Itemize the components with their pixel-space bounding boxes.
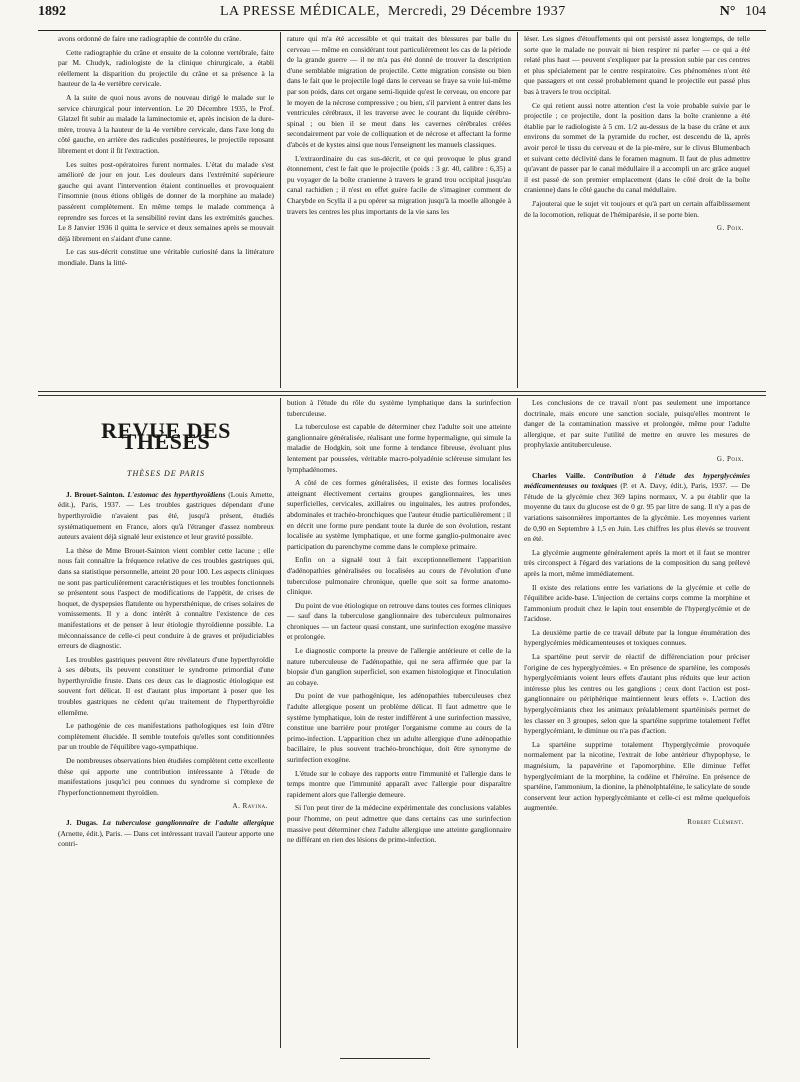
review-paragraph: A côté de ces formes généralisées, il existe des formes localisées atteignant électivement certains groupes ganglionnaires, les unes superficielles, cervicales, axillaires ou inguinales, les autres profondes, abdominales et trachéo-bronchiques que l'auteur étudie particulièrement ; il en décrit une forme pure pendant toute la durée de son évolution, restant localisée au système lymphatique, et une forme ganglio-pulmonaire avec participation du parenchyme comme dans le complexe primaire. — [287, 478, 511, 551]
review-paragraph: La tuberculose est capable de déterminer chez l'adulte soit une atteinte ganglionnaire généralisée, réalisant une forme hypermaligne, qui simule la maladie de Hodgkin, soit une forme à tendance fibreuse, évoluant plus lentement par poussées, véritable macro-polyadénie scléreuse simulant les lymphadénomes. — [287, 422, 511, 474]
reviewer-signature: A. Ravina. — [232, 802, 268, 811]
article-column-1 — [58, 34, 274, 271]
review-paragraph: L'étude sur le cobaye des rapports entre l'immunité et l'allergie dans le temps montre que l'immunité apparaît avec l'allergie pour disparaître rapidement alors que l'allergie demeure. — [287, 768, 511, 799]
end-rule — [340, 1058, 430, 1059]
entry-heading — [58, 490, 274, 543]
thesis-title: Contribution à l'étude des hyperglycémies médicamenteuses ou toxiques — [524, 470, 750, 491]
article-paragraph: L'extraordinaire du cas sus-décrit, et ce qui provoque le plus grand étonnement, c'est le fait que le projectile (poids : 3 gr. 40, calibre : 6,35) a pu voyager de la boîte cranienne à travers le grand trou occipital jusqu'au canal rachidien ; il n'est en effet guère facile de s'imaginer comment de Charybde en Scylla il a pu opérer sa migration jusqu'à la moelle allongée à travers les centres les plus importants de la vie sans les — [287, 153, 511, 216]
issue-number: 104 — [745, 4, 766, 19]
thesis-author: J. Brouet-Sainton. — [66, 489, 125, 499]
article-paragraph: J'ajouterai que le sujet vit toujours et qu'à part un certain affaiblissement de la locomotion, reliquat de l'hémiparésie, il se porte bien. — [524, 198, 750, 219]
column-divider — [280, 398, 281, 1048]
article-paragraph: Cette radiographie du crâne et ensuite de la colonne vertébrale, faite par M. Chudyk, radiologiste de la clinique chirurgicale, a établi réellement la disparition du projectile du crâne et sa présence à la hauteur de la 4e vertèbre cervicale. — [58, 47, 274, 89]
running-title — [220, 4, 566, 20]
review-paragraph: Le pathogénie de ces manifestations pathologiques est loin d'être complètement élucidée. Il semble toutefois qu'elles sont conditionnées par un trouble de l'équilibre vago-sympathique. — [58, 721, 274, 752]
column-divider — [517, 398, 518, 1048]
page-header — [38, 4, 766, 31]
review-paragraph: Du point de vue étiologique on retrouve dans toutes ces formes cliniques — sauf dans la tuberculose ganglionnaire des tuberculeux pulmonaires chroniques — un facteur quasi constant, une surinfection exogène massive et prolongée. — [287, 600, 511, 642]
reviewer-signature: Robert Clément. — [687, 817, 744, 826]
review-paragraph: bution à l'étude du rôle du système lymphatique dans la surinfection tuberculeuse. — [287, 398, 511, 418]
review-paragraph: Les conclusions de ce travail n'ont pas seulement une importance doctrinale, mais encore une sanction sociale, puisqu'elles montrent le danger de la contamination massive et prolongée, même pour l'adulte allergique, et par suite l'utilité de mettre en œuvre les mesures de prophylaxie antituberculeuse. — [524, 398, 750, 450]
thesis-publication: (Louis Arnette, édit.), Paris, 1937. — Les troubles gastriques dépendant d'une hyperthyroïdie n'avaient pas été, jusqu'à présent, étudiés systématiquement en France, alors qu'à l'étranger d'assez nombreux auteurs avaient déjà signalé leur existence et leur gravité possible. — [58, 489, 275, 542]
article-paragraph: rature qui m'a été accessible et qui traitait des blessures par balle du cerveau — même en considérant tout particulièrement les cas de la période de la grande guerre — il ne m'a pas été donné de trouver la description d'une semblable migration de projectile. Cette migration consiste ou bien dans le fait que le projectile logé dans le cerveau se fraye sa voie lui-même par son poids, dans cet organe semi-liquide qu'est le cerveau, ou encore par le moyen de la nécrose compressive ; ou bien, s'il parvient à entrer dans les ventricules cérébraux, il les traverse avec le courant du liquide cérébro-spinal ; ou bien il se meut dans les cavernes cérébrales créées secondairement par voie de colliquation et de nécrose et affectant la forme d'abcès et de kystes ainsi que nous l'enseignent les manuels classiques. — [287, 34, 511, 149]
issue-date: Mercredi, 29 Décembre 1937 — [387, 4, 566, 19]
review-paragraph: Les troubles gastriques peuvent être révélateurs d'une hyperthyroïdie à ses débuts, ils peuvent constituer le syndrome primordial d'une hyperthyroïdie fruste. Dans ces deux cas le diagnostic étiologique est souvent fort délicat. Il est d'autant plus important à poser que les troubles gastriques ne cèdent qu'au traitement de l'hyperthyroïdie ellemême. — [58, 654, 274, 717]
review-column-2 — [287, 398, 511, 849]
review-paragraph: La thèse de Mme Brouet-Sainton vient combler cette lacune ; elle nous fait connaître la fréquence relative de ces troubles gastriques qui, dans sa statistique personnelle, atteint 20 pour 100. Les aspects cliniques ne sont pas particulièrement caractéristiques et les troubles fonctionnels se présentent sous l'aspect de modifications de l'appétit, de crises de hoquet, de dyspepsies flatulente ou hypersthénique, de crises solaires de vomissements. Il y a donc intérêt à connaître l'existence de ces manifestations et de penser à leur étiologie thyroïdienne possible. La méconnaissance de celle-ci peut conduire à de graves et préjudiciables erreurs de diagnostic. — [58, 545, 274, 651]
review-column-3 — [524, 398, 750, 834]
review-paragraph: Enfin on a signalé tout à fait exceptionnellement l'apparition d'adénopathies généralisées ou localisées au cours de l'évolution d'une tuberculose pulmonaire chronique, quelle que soit sa forme anatomo-clinique. — [287, 555, 511, 597]
thesis-title: La tuberculose ganglionnaire de l'adulte allergique — [102, 818, 274, 827]
thesis-publication: (P. et A. Davy, édit.), Paris, 1937. — De l'étude de la glycémie chez 369 lapins normaux, V. a pu établir que la moyenne du taux du glucose est de 0 gr. 95 par litre de sang. Il n'y a pas de variations saisonnières importantes de la glycémie. Les moyennes varient de 0,90 en Septembre à 1,5 en Juin. Les chiffres les plus élevés se trouvent en été. — [524, 481, 750, 544]
review-paragraph: La spartéine peut servir de réactif de différenciation pour préciser l'origine de ces hyperglycémies. « En présence de spartéine, les composés hyperglycémiants voient leurs effets d'autant plus réduits que leur action intéresse plus les centres ou les ganglions ; ceux dont l'action est post-ganglionnaire ou périphérique maintiennent leurs effets ». L'action des hyperglycémiants chez les animaux préalablement spartéinisés permet de les classer en 3 groupes, selon que la spartéine supprime totalement l'effet hyperglycémiant, le diminue ou n'a pas d'action. — [524, 652, 750, 736]
entry-heading — [524, 471, 750, 545]
thesis-publication: (Arnette, édit.), Paris. — Dans cet intéressant travail l'auteur apporte une contri- — [58, 828, 274, 849]
page-number: 1892 — [38, 4, 66, 19]
article-paragraph: avons ordonné de faire une radiographie de contrôle du crâne. — [58, 34, 242, 43]
article-paragraph: Les suites post-opératoires furent normales. L'état du malade s'est amélioré de jour en jour. Les douleurs dans l'extrémité supérieure gauche qui avant l'intervention étaient continuelles et provoquaient l'insomnie (nous étions obligés de donner de la morphine au malade) passèrent complètement. En même temps le malade commença à reprendre ses forces et la sensibilité revint dans les extrémités gauches. Le 8 Janvier 1936 il quitta le service et deux semaines après se mouvait déjà librement en s'aidant d'une canne. — [58, 159, 274, 243]
column-divider — [517, 32, 518, 388]
issue-label: N° — [719, 4, 736, 19]
entry-heading — [58, 818, 274, 850]
review-paragraph: La glycémie augmente généralement après la mort et il faut se montrer très circonspect à l'égard des variations de la composition du sang prélevé après la mort, même immédiatement. — [524, 547, 750, 578]
publication-name: LA PRESSE MÉDICALE, — [219, 4, 380, 19]
reviewer-signature: G. Poix. — [716, 454, 744, 463]
review-paragraph: De nombreuses observations bien étudiées complètent cette excellente thèse qui apporte une contribution intéressante à l'étude de manifestations jusqu'ici peu connues du syndrome si complexe de l'hyperfonctionnement thyroïdien. — [58, 756, 274, 797]
review-paragraph: Le diagnostic comporte la preuve de l'allergie antérieure et celle de la nature tuberculeuse de l'adénopathie, qui ne sera affirmée que par la biopsie d'un ganglion superficiel, son examen histologique et l'inoculation au cobaye. — [287, 646, 511, 687]
article-column-2 — [287, 34, 511, 220]
article-paragraph: Ce qui retient aussi notre attention c'est la voie probable suivie par le projectile ; ce projectile, dont la position dans la boîte cranienne a été établie par le radiologiste à 5 cm. 1/2 au-dessus de la base du crâne et aux environs du sommet de la pyramide du rocher, est descendu de là, après avoir percé le tissu du cerveau et de la pie-mère, sur le clivus Blumenbach et suivant cette déclivité dans le foramen magnum. Il faut de plus admettre qu'avant de passer par le canal médullaire il a accompli un arc grâce auquel il est passé de son premier emplacement (dans le côté droit de la boîte cranienne) dans le côté gauche du canal médullaire. — [524, 100, 750, 195]
thesis-title: L'estomac des hyperthyroïdiens — [127, 489, 226, 499]
section-subtitle: THÈSES DE PARIS — [127, 469, 205, 479]
article-column-3 — [524, 34, 750, 240]
article-paragraph: Le cas sus-décrit constitue une véritable curiosité dans la littérature mondiale. Dans la litté- — [58, 247, 274, 267]
review-paragraph: Du point de vue pathogénique, les adénopathies tuberculeuses chez l'adulte allergique posent un problème délicat. Il faut admettre que le système lymphatique, loin de rester indifférent à une surinfection massive, constitue une barrière pour protéger l'organisme comme au cours de la primo-infection. L'apparition chez un adulte allergique d'une adénopathie bacillaire, le plus souvent trachéo-bronchique, doit être synonyme de surinfection exogène. — [287, 691, 511, 764]
section-title: REVUE DES THÈSES — [101, 418, 231, 454]
issue-number-block — [720, 4, 766, 20]
review-paragraph: La spartéine supprime totalement l'hyperglycémie provoquée normalement par la nicotine, l'extrait de lobe antérieur d'hypophyse, le magnésium, la papavérine et l'apomorphine. Elle diminue l'effet hyperglycémiant de la morphine, la codéine et l'héroïne. En présence de spartéine, l'ammonium, la dionine, la phénolphtaléine, le salicylate de soude conservent leur action hyperglycémiante et celle-ci est même quelquefois augmentée. — [524, 739, 750, 813]
article-paragraph: A la suite de quoi nous avons de nouveau dirigé le malade sur le service chirurgical pour intervention. Le 20 Décembre 1935, le Prof. Glatzel fit subir au malade la laminectomie et, après incision de la dure-mère, trouva à la hauteur de la 4e vertèbre cervicale, dans l'axe long du côté gauche, en arrière des radicules postérieures, le projectile reposant librement et dont il fit l'extraction. — [58, 92, 274, 155]
article-paragraph: léser. Les signes d'étouffements qui ont persisté assez longtemps, de telle sorte que le malade ne pouvait ni bien respirer ni parler — ce qui a été relaté plus haut — peuvent s'expliquer par la pression subie par ces centres et plus spécialement par le centre respiratoire. Ces phénomènes n'ont été que passagers et ont cessé probablement quand le projectile eut passé plus bas à travers le trou occipital. — [524, 34, 750, 96]
review-paragraph: La deuxième partie de ce travail débute par la longue énumération des hyperglycémies médicamenteuses et toxiques connues. — [524, 627, 750, 648]
author-signature: G. Poix. — [716, 224, 744, 233]
thesis-author: J. Dugas. — [66, 818, 98, 827]
section-divider — [38, 391, 766, 396]
review-paragraph: Il existe des relations entre les variations de la glycémie et celle de l'équilibre acide-base. L'injection de certains corps comme la morphine et l'ammonium produit chez le lapin tout ensemble de l'hyperglycémie et de l'acidose. — [524, 582, 750, 624]
thesis-author: Charles Vaille. — [532, 470, 586, 480]
review-column-1 — [58, 398, 274, 853]
column-divider — [280, 32, 281, 388]
review-paragraph: Si l'on peut tirer de la médecine expérimentale des conclusions valables pour l'homme, on peut admettre que dans certains cas une surinfection massive peut déterminer chez l'adulte allergique une atteinte ganglionnaire ne différant en rien des lésions de primo-infection. — [287, 803, 511, 845]
